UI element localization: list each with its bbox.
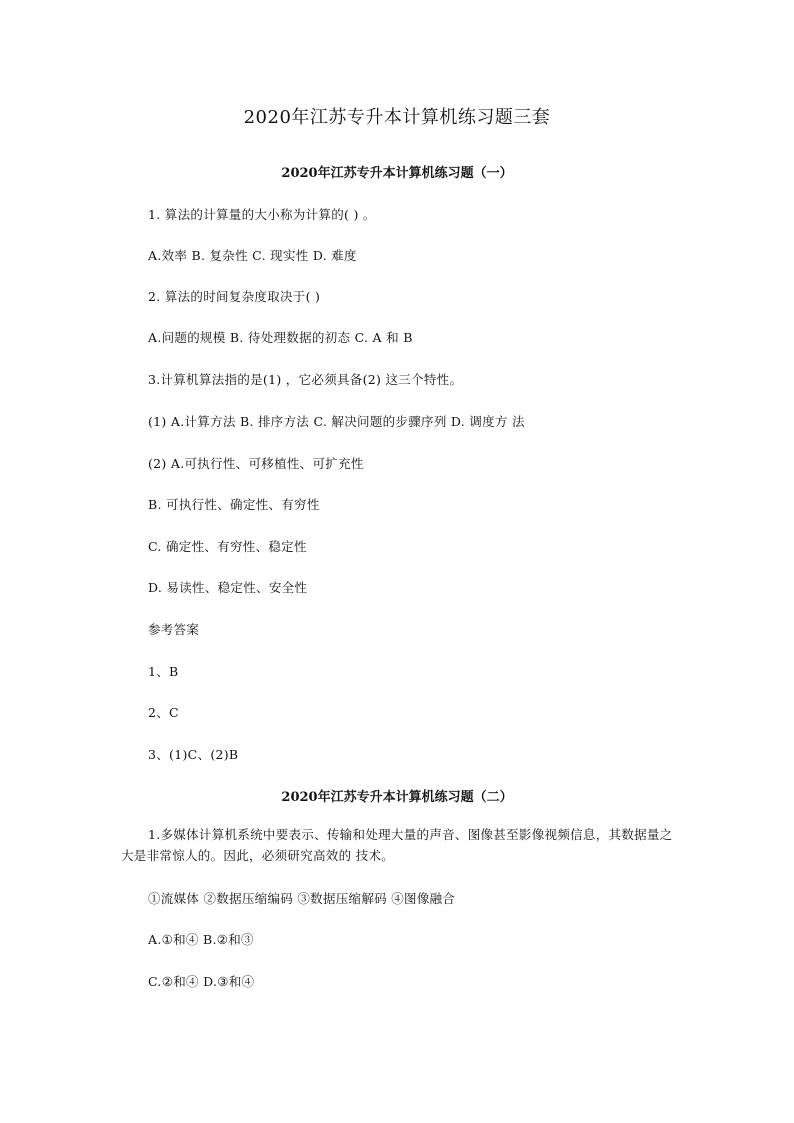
section-1-heading: 2020年江苏专升本计算机练习题（一） xyxy=(281,166,513,181)
section-2-question-1-options-cd: C.②和④ D.③和④ xyxy=(148,974,255,989)
question-1-options: A.效率 B. 复杂性 C. 现实性 D. 难度 xyxy=(148,248,357,263)
answer-2: 2、C xyxy=(148,705,179,720)
answer-1: 1、B xyxy=(148,664,179,679)
question-2-options: A.问题的规模 B. 待处理数据的初态 C. A 和 B xyxy=(148,330,413,345)
section-2-question-1-items: ①流媒体 ②数据压缩编码 ③数据压缩解码 ④图像融合 xyxy=(148,891,456,906)
section-2-question-1: 1.多媒体计算机系统中要表示、传输和处理大量的声音、图像甚至影像视频信息，其数据量之大是非常惊人的。因此，必须研究高效的 技术。 xyxy=(121,827,673,863)
section-2-question-1-options-ab: A.①和④ B.②和③ xyxy=(148,932,254,947)
section-2-heading: 2020年江苏专升本计算机练习题（二） xyxy=(281,790,513,805)
question-3: 3.计算机算法指的是(1) ，它必须具备(2) 这三个特性。 xyxy=(148,372,463,387)
question-2: 2. 算法的时间复杂度取决于( ) xyxy=(148,289,321,304)
document-title: 2020年江苏专升本计算机练习题三套 xyxy=(243,107,551,128)
answer-3: 3、(1)C、(2)B xyxy=(148,747,239,762)
question-1: 1. 算法的计算量的大小称为计算的( ) 。 xyxy=(148,207,376,222)
question-3-part-1-options: (1) A.计算方法 B. 排序方法 C. 解决问题的步骤序列 D. 调度方 法 xyxy=(148,414,525,429)
question-3-part-2-option-b: B. 可执行性、确定性、有穷性 xyxy=(148,497,320,512)
question-3-part-2-option-a: (2) A.可执行性、可移植性、可扩充性 xyxy=(148,456,364,471)
question-3-part-2-option-d: D. 易读性、稳定性、安全性 xyxy=(148,580,308,595)
answer-key-heading: 参考答案 xyxy=(148,622,200,637)
question-3-part-2-option-c: C. 确定性、有穷性、稳定性 xyxy=(148,539,307,554)
